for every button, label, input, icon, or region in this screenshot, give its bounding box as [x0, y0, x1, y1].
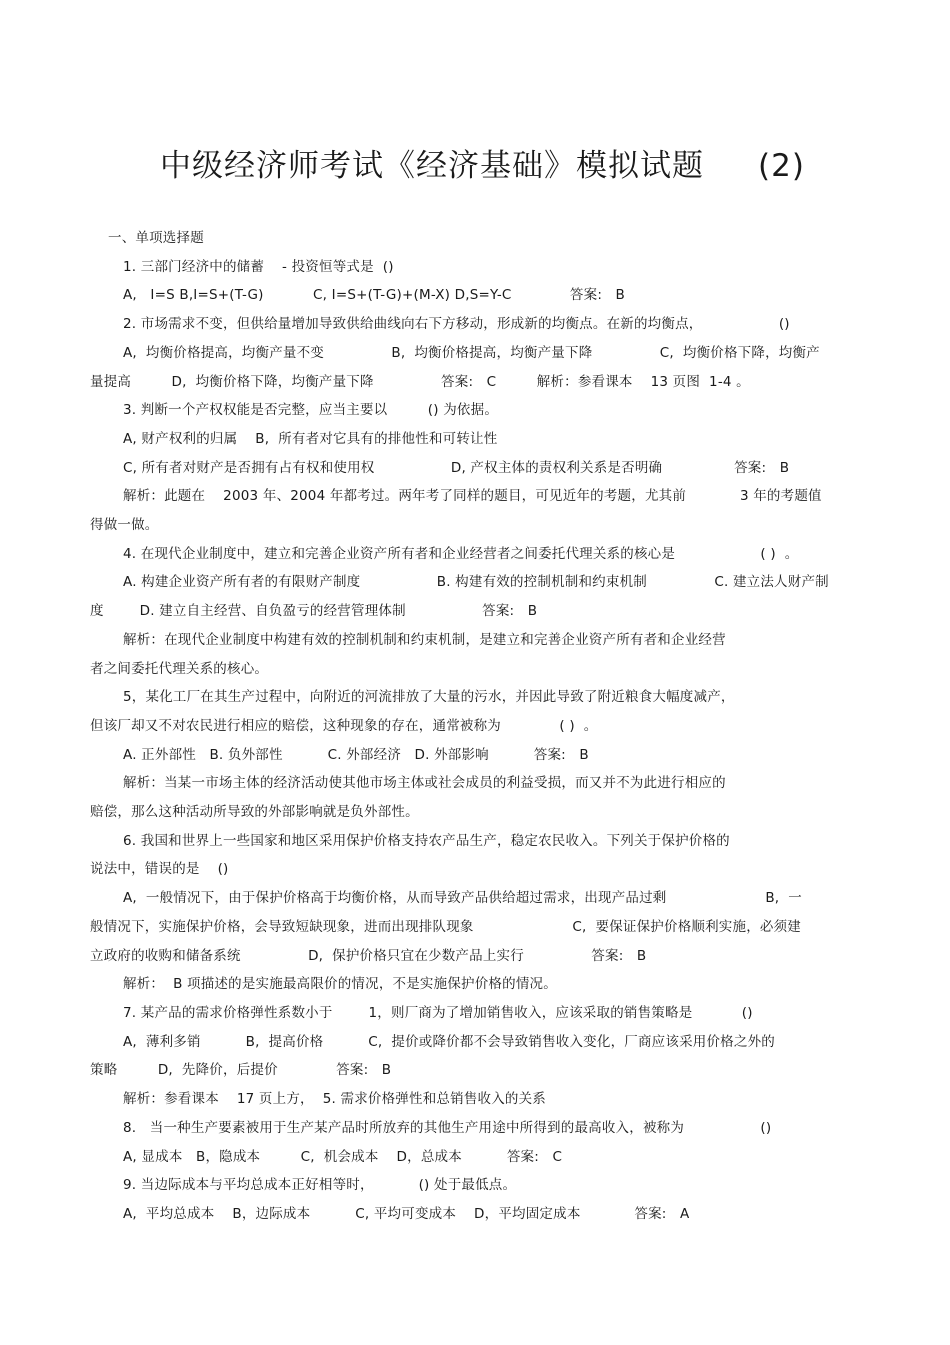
question-4-analysis-cont: 者之间委托代理关系的核心。 [90, 660, 269, 677]
question-4-analysis: 解析：在现代企业制度中构建有效的控制机制和约束机制，是建立和完善企业资产所有者和企业经营 [123, 631, 726, 648]
question-6-analysis: 解析： B 项描述的是实施最高限价的情况，不是实施保护价格的情况。 [123, 976, 557, 993]
question-8-options: A, 显成本 B，隐成本 C, 机会成本 D，总成本 答案: C [123, 1148, 563, 1165]
question-4-options: A. 构建企业资产所有者的有限财产制度 B. 构建有效的控制机制和约束机制 C. 建立法人财产制 [123, 574, 829, 591]
question-8: 8. 当一种生产要素被用于生产某产品时所放弃的其他生产用途中所得到的最高收入，被称为 () [123, 1119, 772, 1136]
question-6-options-cont2: 立政府的收购和储备系统 D, 保护价格只宜在少数产品上实行 答案: B [90, 947, 647, 964]
title-number: (2) [758, 148, 805, 184]
question-7-options: A, 薄利多销 B, 提高价格 C, 提价或降价都不会导致销售收入变化，厂商应该采用价格之外的 [123, 1033, 775, 1050]
question-5-analysis-cont: 赔偿，那么这种活动所导致的外部影响就是负外部性。 [90, 804, 419, 821]
question-4: 4. 在现代企业制度中，建立和完善企业资产所有者和企业经营者之间委托代理关系的核心是 ( ) 。 [123, 545, 799, 562]
question-3-options: A, 财产权利的归属 B, 所有者对它具有的排他性和可转让性 [123, 430, 498, 447]
question-6-options-cont: 般情况下，实施保护价格，会导致短缺现象，进而出现排队现象 C, 要保证保护价格顺利实施，必须建 [90, 918, 802, 935]
question-1-options: A, I=S B,I=S+(T-G) C, I=S+(T-G)+(M-X) D,S=Y-C 答案: B [123, 287, 626, 304]
question-2-options: A, 均衡价格提高，均衡产量不变 B, 均衡价格提高，均衡产量下降 C, 均衡价格下降，均衡产 [123, 344, 820, 361]
title-main: 中级经济师考试《经济基础》模拟试题 [160, 148, 704, 184]
question-5-options: A. 正外部性 B. 负外部性 C. 外部经济 D. 外部影响 答案: B [123, 746, 589, 763]
question-3: 3. 判断一个产权权能是否完整，应当主要以 () 为依据。 [123, 402, 499, 419]
document-body [90, 224, 862, 1229]
question-2: 2. 市场需求不变，但供给量增加导致供给曲线向右下方移动，形成新的均衡点。在新的均衡点， () [123, 316, 790, 333]
question-9: 9. 当边际成本与平均总成本正好相等时， () 处于最低点。 [123, 1177, 517, 1194]
question-3-analysis-cont: 得做一做。 [90, 517, 159, 534]
question-5-cont: 但该厂却又不对农民进行相应的赔偿，这种现象的存在，通常被称为 ( ) 。 [90, 717, 598, 734]
question-3-options-cont: C, 所有者对财产是否拥有占有权和使用权 D, 产权主体的责权利关系是否明确 答案: B [123, 459, 790, 476]
question-2-options-cont: 量提高 D, 均衡价格下降，均衡产量下降 答案: C 解析：参看课本 13 页图 1-4 。 [90, 373, 750, 390]
question-5: 5，某化工厂在其生产过程中，向附近的河流排放了大量的污水，并因此导致了附近粮食大幅度减产， [123, 689, 735, 706]
question-7: 7. 某产品的需求价格弹性系数小于 1，则厂商为了增加销售收入，应该采取的销售策略是 () [123, 1004, 753, 1021]
question-3-analysis: 解析：此题在 2003 年、2004 年都考过。两年考了同样的题目，可见近年的考题，尤其前 3 年的考题值 [123, 488, 822, 505]
question-7-options-cont: 策略 D, 先降价，后提价 答案: B [90, 1062, 392, 1079]
question-1: 1. 三部门经济中的储蓄 - 投资恒等式是 () [123, 258, 394, 275]
question-7-analysis: 解析：参看课本 17 页上方， 5. 需求价格弹性和总销售收入的关系 [123, 1091, 546, 1108]
question-6-cont: 说法中，错误的是 () [90, 861, 229, 878]
question-4-options-cont: 度 D. 建立自主经营、自负盈亏的经营管理体制 答案: B [90, 603, 538, 620]
question-9-options: A, 平均总成本 B，边际成本 C, 平均可变成本 D，平均固定成本 答案: A [123, 1205, 690, 1222]
question-5-analysis: 解析：当某一市场主体的经济活动使其他市场主体或社会成员的利益受损，而又并不为此进行相应的 [123, 775, 726, 792]
section-heading: 一、单项选择题 [108, 230, 204, 246]
question-6: 6. 我国和世界上一些国家和地区采用保护价格支持农产品生产，稳定农民收入。下列关于保护价格的 [123, 832, 730, 849]
question-6-options: A, 一般情况下，由于保护价格高于均衡价格，从而导致产品供给超过需求，出现产品过剩 B, 一 [123, 890, 802, 907]
